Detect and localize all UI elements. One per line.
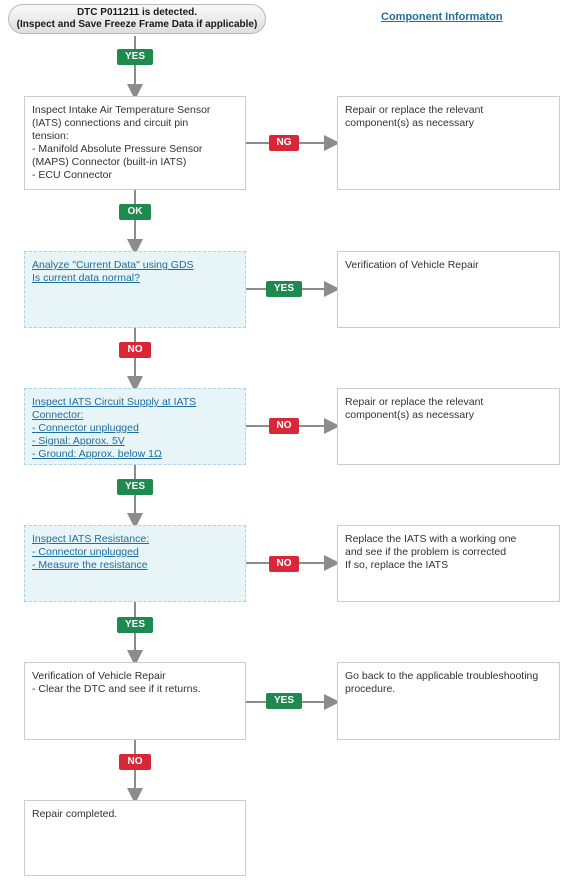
step-1-line: Inspect Intake Air Temperature Sensor xyxy=(32,104,211,116)
step-3-link-line[interactable]: Connector: xyxy=(32,409,84,421)
result-1-line: component(s) as necessary xyxy=(345,117,474,129)
result-1-line: Repair or replace the relevant xyxy=(345,104,484,116)
step-5-line: Verification of Vehicle Repair xyxy=(32,670,166,682)
step-4-box[interactable] xyxy=(24,525,246,602)
yes-badge: YES xyxy=(266,281,302,297)
result-3-box xyxy=(337,388,560,465)
step-3-box[interactable] xyxy=(24,388,246,465)
result-3-line: Repair or replace the relevant xyxy=(345,396,484,408)
step-1-line: - Manifold Absolute Pressure Sensor xyxy=(32,143,203,155)
result-4-line: Replace the IATS with a working one xyxy=(345,533,517,545)
result-4-line: If so, replace the IATS xyxy=(345,559,449,571)
component-information-link[interactable]: Component Informaton xyxy=(381,11,503,23)
step-3-link-line[interactable]: - Connector unplugged xyxy=(32,422,139,434)
step-2-link-line[interactable]: Is current data normal? xyxy=(32,272,140,284)
result-4-line: and see if the problem is corrected xyxy=(345,546,507,558)
step-1-line: (MAPS) Connector (built-in IATS) xyxy=(32,156,187,168)
step-2-link-line[interactable]: Analyze "Current Data" using GDS xyxy=(32,259,194,271)
result-3-line: component(s) as necessary xyxy=(345,409,474,421)
step-3-link-line[interactable]: Inspect IATS Circuit Supply at IATS xyxy=(32,396,197,408)
no-badge: NO xyxy=(269,556,299,572)
step-4-link-line[interactable]: - Connector unplugged xyxy=(32,546,139,558)
no-badge: NO xyxy=(269,418,299,434)
result-4-box xyxy=(337,525,560,602)
yes-badge: YES xyxy=(117,49,153,65)
result-5-box xyxy=(337,662,560,740)
result-5-line: procedure. xyxy=(345,683,396,695)
yes-badge: YES xyxy=(117,617,153,633)
step-3-link-line[interactable]: - Signal: Approx. 5V xyxy=(32,435,125,447)
ok-badge: OK xyxy=(119,204,151,220)
result-1-box xyxy=(337,96,560,190)
no-badge: NO xyxy=(119,342,151,358)
yes-badge: YES xyxy=(266,693,302,709)
step-4-link-line[interactable]: Inspect IATS Resistance: xyxy=(32,533,150,545)
step-2-box[interactable] xyxy=(24,251,246,328)
no-badge: NO xyxy=(119,754,151,770)
step-5-line: - Clear the DTC and see if it returns. xyxy=(32,683,201,695)
step-3-link-line[interactable]: - Ground: Approx. below 1Ω xyxy=(32,448,162,460)
step-6-box xyxy=(24,800,246,876)
step-1-box xyxy=(24,96,246,190)
step-1-line: tension: xyxy=(32,130,69,142)
step-1-line: - ECU Connector xyxy=(32,169,112,181)
step-1-line: (IATS) connections and circuit pin xyxy=(32,117,189,129)
step-6-line: Repair completed. xyxy=(32,808,118,820)
ng-badge: NG xyxy=(269,135,299,151)
start-node xyxy=(8,4,266,34)
step-5-box xyxy=(24,662,246,740)
result-2-box xyxy=(337,251,560,328)
start-line-2: (Inspect and Save Freeze Frame Data if applicable) xyxy=(16,19,258,30)
result-5-line: Go back to the applicable troubleshooting xyxy=(345,670,539,682)
start-line-1: DTC P011211 is detected. xyxy=(76,7,198,18)
result-2-line: Verification of Vehicle Repair xyxy=(345,259,479,271)
step-4-link-line[interactable]: - Measure the resistance xyxy=(32,559,148,571)
yes-badge: YES xyxy=(117,479,153,495)
